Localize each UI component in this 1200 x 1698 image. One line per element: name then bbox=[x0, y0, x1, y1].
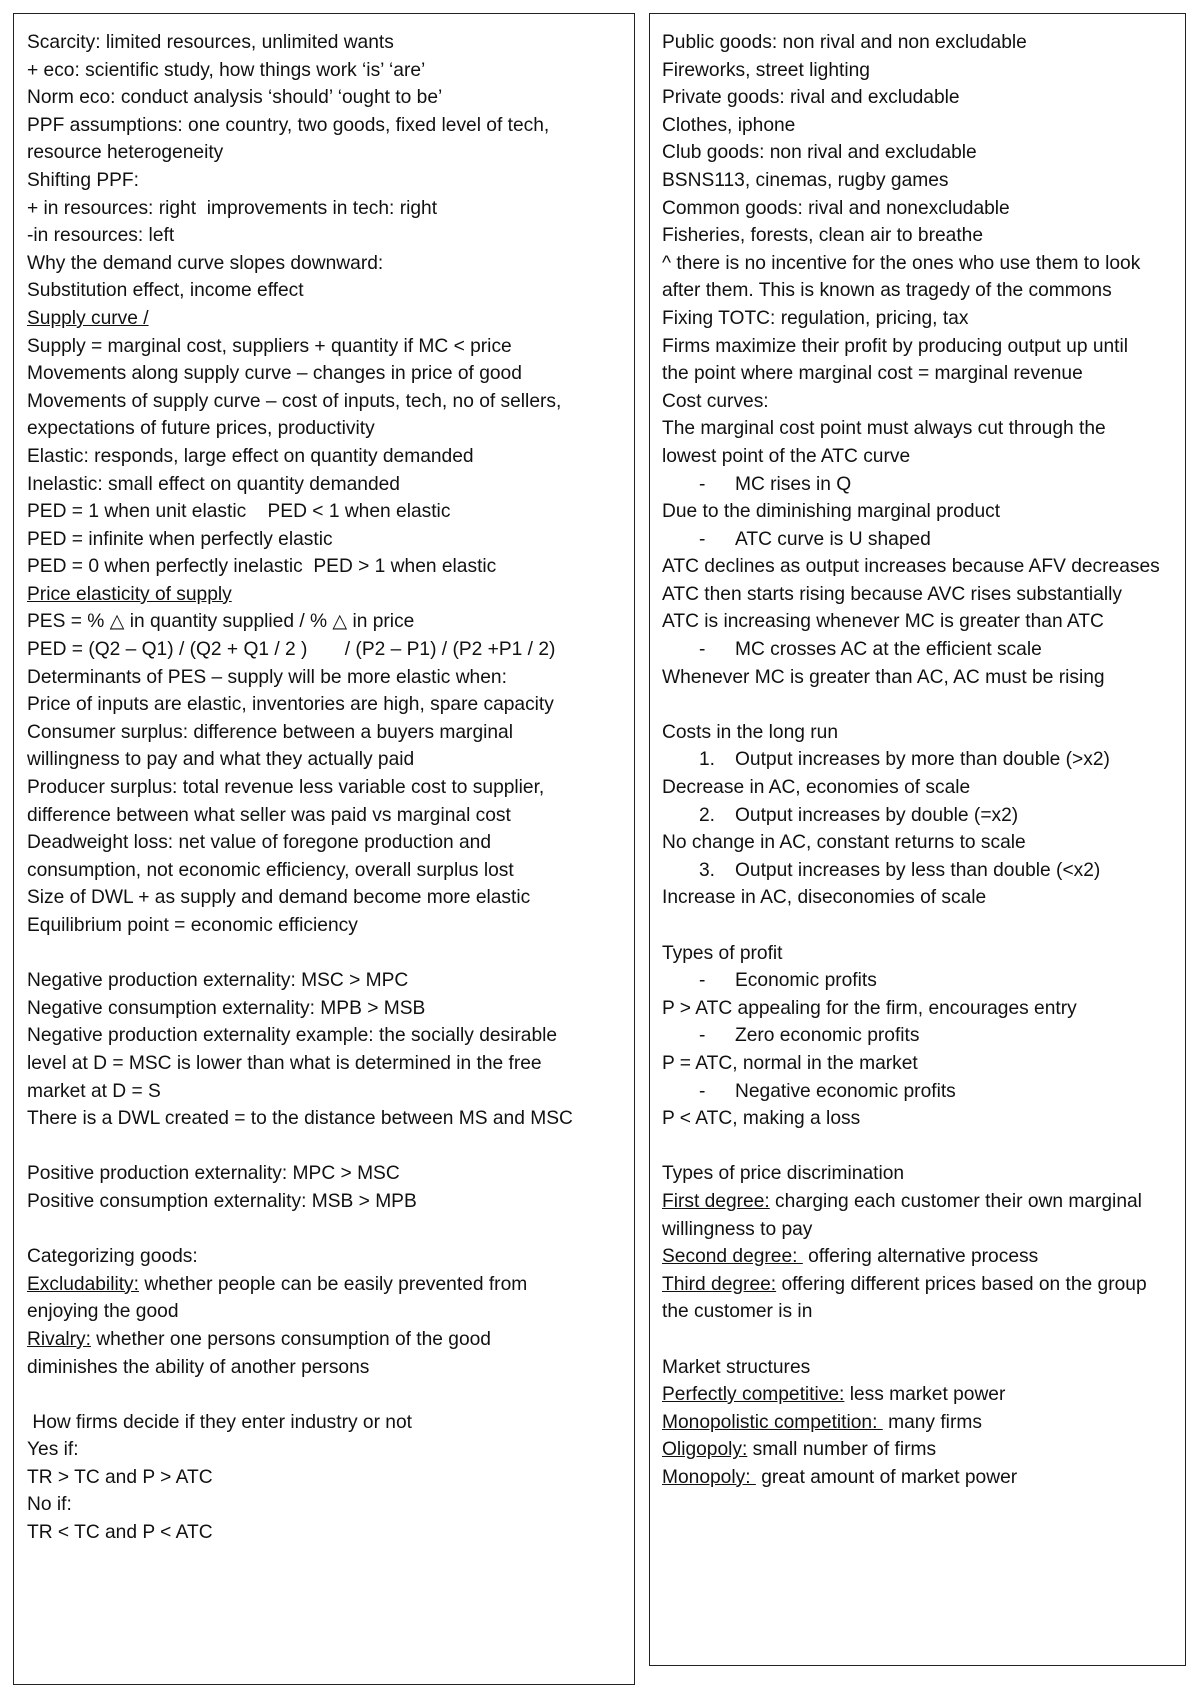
blank-line bbox=[27, 1381, 634, 1409]
note-line: Public goods: non rival and non excludable bbox=[662, 32, 1027, 53]
note-line: There is a DWL created = to the distance between MS and MSC bbox=[27, 1108, 573, 1130]
note-line: P < ATC, making a loss bbox=[662, 1108, 861, 1130]
term-label: First degree: bbox=[662, 1190, 770, 1212]
note-line: No change in AC, constant returns to scale bbox=[662, 832, 1026, 854]
note-line: + in resources: right improvements in tech: right bbox=[27, 197, 438, 219]
note-line: Decrease in AC, economies of scale bbox=[662, 777, 971, 799]
numbered-text: Output increases by less than double (<x2) bbox=[735, 859, 1101, 881]
term-label: Second degree: bbox=[662, 1246, 803, 1268]
bullet-line bbox=[662, 1078, 1185, 1106]
note-line: PES = % △ in quantity supplied / % △ in price bbox=[27, 611, 415, 633]
bullet-text: MC rises in Q bbox=[735, 473, 852, 495]
term-definition: offering alternative process bbox=[802, 1246, 1039, 1268]
note-line: Positive production externality: MPC > MSC bbox=[27, 1163, 400, 1185]
numbered-text: Output increases by more than double (>x2) bbox=[735, 749, 1110, 771]
term-definition: less market power bbox=[844, 1384, 1006, 1406]
term-label: Perfectly competitive: bbox=[662, 1384, 845, 1406]
note-line: ATC is increasing whenever MC is greater than ATC bbox=[662, 611, 1104, 633]
note-line: Whenever MC is greater than AC, AC must be rising bbox=[662, 666, 1105, 688]
term-definition: offering different prices based on the group bbox=[776, 1273, 1147, 1295]
right-notes-column bbox=[649, 13, 1186, 1666]
note-line bbox=[662, 1409, 1185, 1437]
note-line: the point where marginal cost = marginal revenue bbox=[662, 363, 1083, 385]
note-line: How firms decide if they enter industry or not bbox=[27, 1411, 412, 1433]
note-line: Club goods: non rival and excludable bbox=[662, 142, 977, 164]
note-line: + eco: scientific study, how things work ‘is’ ‘are’ bbox=[27, 59, 426, 81]
note-line: expectations of future prices, productivity bbox=[27, 418, 375, 440]
bullet-text: Zero economic profits bbox=[735, 1025, 920, 1047]
list-number: 3. bbox=[699, 859, 716, 881]
note-line: Elastic: responds, large effect on quantity demanded bbox=[27, 445, 474, 467]
term-definition: small number of firms bbox=[747, 1439, 937, 1461]
bullet-line bbox=[662, 967, 1185, 995]
note-line bbox=[662, 1436, 1185, 1464]
note-line: Producer surplus: total revenue less variable cost to supplier, bbox=[27, 777, 545, 799]
note-line: Private goods: rival and excludable bbox=[662, 87, 960, 109]
note-line: Movements of supply curve – cost of inputs, tech, no of sellers, bbox=[27, 390, 562, 412]
note-line: Consumer surplus: difference between a buyers marginal bbox=[27, 721, 513, 743]
dash-bullet: - bbox=[699, 1080, 706, 1102]
bullet-text: Negative economic profits bbox=[735, 1080, 956, 1102]
note-line: P = ATC, normal in the market bbox=[662, 1052, 918, 1074]
numbered-text: Output increases by double (=x2) bbox=[735, 804, 1019, 826]
note-line: Increase in AC, diseconomies of scale bbox=[662, 887, 987, 909]
note-line: Fixing TOTC: regulation, pricing, tax bbox=[662, 307, 969, 329]
note-line: Supply = marginal cost, suppliers + quantity if MC < price bbox=[27, 335, 512, 357]
dash-bullet: - bbox=[699, 970, 706, 992]
blank-line bbox=[27, 940, 634, 968]
term-definition: whether one persons consumption of the good bbox=[90, 1328, 491, 1350]
note-line: Types of profit bbox=[662, 942, 783, 964]
note-line: Types of price discrimination bbox=[662, 1163, 905, 1185]
dash-bullet: - bbox=[699, 639, 706, 661]
term-definition: many firms bbox=[882, 1411, 982, 1433]
heading-text: Price elasticity of supply bbox=[27, 583, 232, 605]
note-line: the customer is in bbox=[662, 1301, 813, 1323]
note-line: market at D = S bbox=[27, 1080, 161, 1102]
note-line: level at D = MSC is lower than what is determined in the free bbox=[27, 1052, 542, 1074]
term-definition: whether people can be easily prevented from bbox=[138, 1273, 528, 1295]
blank-line bbox=[662, 1133, 1185, 1161]
note-line: Movements along supply curve – changes in price of good bbox=[27, 363, 522, 385]
blank-line bbox=[662, 691, 1185, 719]
blank-line bbox=[662, 912, 1185, 940]
note-line: Shifting PPF: bbox=[27, 169, 139, 191]
note-line: Deadweight loss: net value of foregone production and bbox=[27, 832, 492, 854]
bullet-line bbox=[662, 471, 1185, 499]
note-line: Positive consumption externality: MSB > MPB bbox=[27, 1190, 417, 1212]
note-line: enjoying the good bbox=[27, 1301, 179, 1323]
note-line: Inelastic: small effect on quantity demanded bbox=[27, 473, 400, 495]
note-line bbox=[662, 1381, 1185, 1409]
term-label: Monopolistic competition: bbox=[662, 1411, 883, 1433]
note-line: Cost curves: bbox=[662, 390, 769, 412]
note-line: Size of DWL + as supply and demand become more elastic bbox=[27, 887, 531, 909]
note-line: Negative production externality: MSC > MPC bbox=[27, 970, 409, 992]
left-notes-column bbox=[13, 13, 635, 1685]
bullet-line bbox=[662, 526, 1185, 554]
term-definition: great amount of market power bbox=[755, 1466, 1018, 1488]
note-line bbox=[662, 1464, 1185, 1492]
note-line: Price of inputs are elastic, inventories are high, spare capacity bbox=[27, 694, 554, 716]
numbered-line bbox=[662, 802, 1185, 830]
bullet-line bbox=[662, 1022, 1185, 1050]
numbered-line bbox=[662, 857, 1185, 885]
blank-line bbox=[27, 1216, 634, 1244]
note-line: Determinants of PES – supply will be more elastic when: bbox=[27, 666, 507, 688]
note-line: Scarcity: limited resources, unlimited wants bbox=[27, 32, 394, 53]
note-line: lowest point of the ATC curve bbox=[662, 445, 911, 467]
section-heading bbox=[27, 305, 634, 333]
bullet-text: MC crosses AC at the efficient scale bbox=[735, 639, 1042, 661]
note-line: Why the demand curve slopes downward: bbox=[27, 252, 384, 274]
note-line: P > ATC appealing for the firm, encourages entry bbox=[662, 997, 1077, 1019]
term-label: Rivalry: bbox=[27, 1328, 91, 1350]
note-line: consumption, not economic efficiency, overall surplus lost bbox=[27, 859, 514, 881]
dash-bullet: - bbox=[699, 1025, 706, 1047]
note-line: Negative consumption externality: MPB > MSB bbox=[27, 997, 426, 1019]
note-line: PED = 0 when perfectly inelastic PED > 1 when elastic bbox=[27, 556, 497, 578]
note-line: Market structures bbox=[662, 1356, 811, 1378]
note-line: Fisheries, forests, clean air to breathe bbox=[662, 225, 984, 247]
numbered-line bbox=[662, 746, 1185, 774]
term-label: Monopoly: bbox=[662, 1466, 756, 1488]
term-definition: charging each customer their own marginal bbox=[769, 1190, 1142, 1212]
note-line: -in resources: left bbox=[27, 225, 175, 247]
note-line: BSNS113, cinemas, rugby games bbox=[662, 169, 949, 191]
dash-bullet: - bbox=[699, 528, 706, 550]
note-line: PPF assumptions: one country, two goods, fixed level of tech, bbox=[27, 114, 550, 136]
note-line: Norm eco: conduct analysis ‘should’ ‘ought to be’ bbox=[27, 87, 443, 109]
term-label: Oligopoly: bbox=[662, 1439, 748, 1461]
note-line: Equilibrium point = economic efficiency bbox=[27, 915, 358, 936]
note-line: Due to the diminishing marginal product bbox=[662, 501, 1001, 523]
note-line: Firms maximize their profit by producing output up until bbox=[662, 335, 1129, 357]
list-number: 1. bbox=[699, 749, 716, 771]
note-line: Common goods: rival and nonexcludable bbox=[662, 197, 1010, 219]
note-line: Negative production externality example: the socially desirable bbox=[27, 1025, 558, 1047]
note-line: willingness to pay and what they actually paid bbox=[27, 749, 415, 771]
note-line: The marginal cost point must always cut through the bbox=[662, 418, 1106, 440]
term-label: Third degree: bbox=[662, 1273, 777, 1295]
heading-text: Supply curve / bbox=[27, 307, 149, 329]
bullet-text: Economic profits bbox=[735, 970, 877, 992]
note-line bbox=[662, 1188, 1185, 1216]
note-line: ATC declines as output increases because AFV decreases bbox=[662, 556, 1160, 578]
note-line bbox=[27, 1271, 634, 1299]
bullet-line bbox=[662, 636, 1185, 664]
note-line: resource heterogeneity bbox=[27, 142, 224, 164]
note-line: Substitution effect, income effect bbox=[27, 280, 304, 302]
list-number: 2. bbox=[699, 804, 716, 826]
dash-bullet: - bbox=[699, 473, 706, 495]
note-line: Yes if: bbox=[27, 1439, 79, 1461]
note-line bbox=[662, 1243, 1185, 1271]
blank-line bbox=[27, 1133, 634, 1161]
note-line bbox=[27, 1326, 634, 1354]
note-line: difference between what seller was paid vs marginal cost bbox=[27, 804, 511, 826]
section-heading bbox=[27, 581, 634, 609]
note-line: PED = 1 when unit elastic PED < 1 when elastic bbox=[27, 501, 451, 523]
bullet-text: ATC curve is U shaped bbox=[735, 528, 931, 550]
note-line: No if: bbox=[27, 1494, 72, 1516]
note-line: PED = (Q2 – Q1) / (Q2 + Q1 / 2 ) / (P2 – P1) / (P2 +P1 / 2) bbox=[27, 639, 556, 661]
note-line: willingness to pay bbox=[662, 1218, 813, 1240]
note-line: TR < TC and P < ATC bbox=[27, 1522, 213, 1544]
note-line: ^ there is no incentive for the ones who use them to look bbox=[662, 252, 1141, 274]
note-line: Fireworks, street lighting bbox=[662, 59, 870, 81]
note-line: Clothes, iphone bbox=[662, 114, 796, 136]
blank-line bbox=[662, 1326, 1185, 1354]
note-line: diminishes the ability of another persons bbox=[27, 1356, 370, 1378]
note-line: Categorizing goods: bbox=[27, 1246, 198, 1268]
note-line: PED = infinite when perfectly elastic bbox=[27, 528, 333, 550]
term-label: Excludability: bbox=[27, 1273, 139, 1295]
note-line: TR > TC and P > ATC bbox=[27, 1466, 213, 1488]
note-line: after them. This is known as tragedy of the commons bbox=[662, 280, 1112, 302]
note-line: Costs in the long run bbox=[662, 721, 838, 743]
note-line bbox=[662, 1271, 1185, 1299]
note-line: ATC then starts rising because AVC rises substantially bbox=[662, 583, 1122, 605]
